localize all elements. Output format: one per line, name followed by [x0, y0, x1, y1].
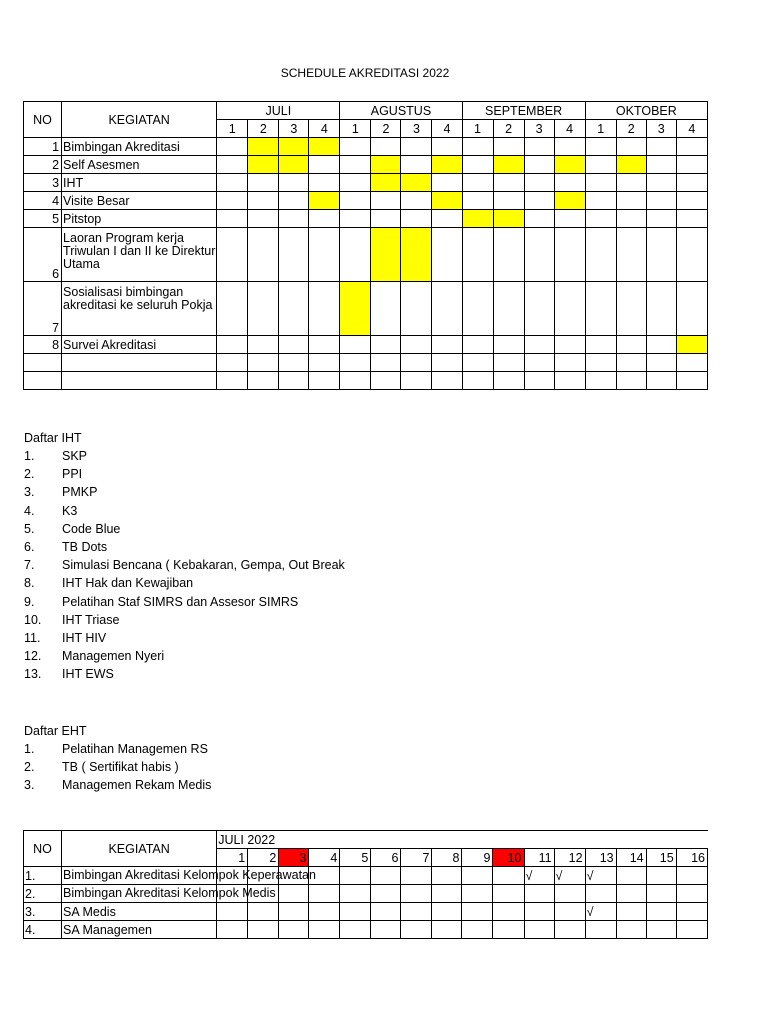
- week-header: 3: [524, 120, 554, 138]
- day-header: 5: [340, 849, 371, 867]
- document-title: SCHEDULE AKREDITASI 2022: [280, 66, 450, 80]
- list-item: [24, 665, 114, 683]
- day-header: 2: [248, 849, 279, 867]
- check-mark: √: [585, 903, 616, 921]
- list-text: IHT HIV: [62, 630, 107, 645]
- day-header: 7: [401, 849, 432, 867]
- week-header: 4: [432, 120, 462, 138]
- week-header: 1: [585, 120, 616, 138]
- list-text: PMKP: [62, 485, 98, 500]
- list-text: Simulasi Bencana ( Kebakaran, Gempa, Out Break: [62, 558, 345, 573]
- list-text: Pelatihan Staf SIMRS dan Assesor SIMRS: [62, 594, 299, 609]
- day-header: 15: [646, 849, 676, 867]
- row-activity: Self Asesmen: [62, 156, 217, 174]
- list-item: [24, 629, 107, 647]
- list-number: 3.: [24, 485, 35, 500]
- list-number: 7.: [24, 558, 35, 573]
- list-text: Managemen Nyeri: [62, 649, 165, 664]
- list-number: 5.: [24, 521, 35, 536]
- month-header: JULI: [217, 102, 340, 120]
- row-number: 2.: [24, 885, 62, 903]
- list-item: [24, 538, 108, 556]
- day-header: 16: [676, 849, 707, 867]
- check-mark: √: [585, 867, 616, 885]
- table-row: [24, 156, 708, 174]
- list-number: 4.: [24, 503, 35, 518]
- list-item: [24, 647, 165, 665]
- list-number: 2.: [24, 467, 35, 482]
- table-row: [24, 282, 708, 336]
- schedule-table: [23, 101, 708, 390]
- table-row: [24, 372, 708, 390]
- row-activity: [62, 885, 276, 903]
- table-row: [24, 228, 708, 282]
- list-item: [24, 483, 98, 501]
- table-row: [24, 210, 708, 228]
- list-text: TB Dots: [62, 539, 108, 554]
- row-number: 4: [24, 192, 62, 210]
- row-activity: SA Managemen: [62, 921, 217, 939]
- month-header: OKTOBER: [585, 102, 707, 120]
- table-row: [24, 867, 708, 885]
- list-item: [24, 502, 82, 520]
- no-header: NO: [24, 831, 62, 867]
- list-number: 1.: [24, 449, 35, 463]
- row-activity: IHT: [62, 174, 217, 192]
- month-header: SEPTEMBER: [462, 102, 585, 120]
- week-header: 3: [646, 120, 676, 138]
- day-header: 3: [279, 849, 309, 867]
- month-header: AGUSTUS: [340, 102, 462, 120]
- row-number: 2: [24, 156, 62, 174]
- list-item: [24, 574, 194, 592]
- list-text: TB ( Sertifikat habis ): [62, 760, 179, 775]
- month-header: JULI 2022: [217, 831, 708, 849]
- list-item: [24, 447, 88, 465]
- list-number: 9.: [24, 594, 35, 609]
- day-header: 4: [309, 849, 340, 867]
- list-text: K3: [62, 503, 78, 518]
- week-header: 1: [462, 120, 493, 138]
- list-item: [24, 740, 208, 758]
- table-row: [24, 174, 708, 192]
- list-text: Managemen Rekam Medis: [62, 778, 212, 793]
- row-number: 1: [24, 138, 62, 156]
- week-header: 2: [248, 120, 279, 138]
- day-header: 1: [217, 849, 248, 867]
- row-number: 6: [24, 228, 62, 282]
- week-header: 4: [309, 120, 340, 138]
- list-text: IHT Hak dan Kewajiban: [62, 576, 194, 591]
- day-header: 12: [554, 849, 585, 867]
- row-activity: Laoran Program kerja Triwulan I dan II ke Direktur Utama: [62, 228, 217, 282]
- kegiatan-header: KEGIATAN: [62, 102, 217, 138]
- iht-list: [24, 429, 345, 683]
- check-mark: √: [524, 867, 554, 885]
- week-header: 1: [217, 120, 248, 138]
- list-item: [24, 520, 121, 538]
- kegiatan-header: KEGIATAN: [62, 831, 217, 867]
- july-schedule-table: [23, 830, 708, 939]
- week-header: 2: [616, 120, 646, 138]
- row-activity: SA Medis: [62, 903, 217, 921]
- row-activity: Sosialisasi bimbingan akreditasi ke seluruh Pokja: [62, 282, 217, 336]
- week-header: 2: [371, 120, 401, 138]
- list-text: PPI: [62, 467, 83, 482]
- table-row: [24, 903, 708, 921]
- day-header: 6: [371, 849, 401, 867]
- week-header: 3: [401, 120, 432, 138]
- list-text: Code Blue: [62, 521, 121, 536]
- list-number: 13.: [24, 667, 42, 682]
- row-activity: Survei Akreditasi: [62, 336, 217, 354]
- day-header: 13: [585, 849, 616, 867]
- no-header: NO: [24, 102, 62, 138]
- row-activity: Pitstop: [62, 210, 217, 228]
- list-number: 10.: [24, 612, 42, 627]
- list-text: IHT EWS: [62, 667, 114, 682]
- row-number: 5: [24, 210, 62, 228]
- week-header: 2: [493, 120, 524, 138]
- list-number: 6.: [24, 539, 35, 554]
- list-item: [24, 593, 299, 611]
- list-item: [24, 556, 345, 574]
- row-number: 3.: [24, 903, 62, 921]
- table-row: [24, 885, 708, 903]
- row-activity: [62, 867, 316, 885]
- row-activity: Bimbingan Akreditasi: [62, 138, 217, 156]
- eht-list: [24, 722, 212, 795]
- week-header: 4: [554, 120, 585, 138]
- table-row: [24, 336, 708, 354]
- week-header: 1: [340, 120, 371, 138]
- week-header: 3: [279, 120, 309, 138]
- row-number: 1.: [24, 867, 62, 885]
- table-row: [24, 192, 708, 210]
- list-item: [24, 611, 120, 629]
- list-number: 3.: [24, 778, 35, 793]
- row-number: 7: [24, 282, 62, 336]
- list-text: SKP: [62, 449, 88, 463]
- row-activity: Visite Besar: [62, 192, 217, 210]
- list-number: 8.: [24, 576, 35, 591]
- table-row: [24, 354, 708, 372]
- eht-heading: Daftar EHT: [24, 724, 87, 738]
- row-number: 4.: [24, 921, 62, 939]
- week-header: 4: [676, 120, 707, 138]
- list-text: IHT Triase: [62, 612, 120, 627]
- iht-heading: Daftar IHT: [24, 431, 82, 445]
- day-header: 10: [493, 849, 524, 867]
- list-number: 12.: [24, 649, 42, 664]
- row-activity-label: Bimbingan Akreditasi Kelompok Medis: [63, 886, 276, 900]
- list-item: [24, 758, 179, 776]
- list-text: Pelatihan Managemen RS: [62, 742, 208, 756]
- list-number: 2.: [24, 760, 35, 775]
- check-mark: √: [554, 867, 585, 885]
- list-number: 11.: [24, 630, 41, 645]
- row-activity-label: Bimbingan Akreditasi Kelompok Keperawatan: [63, 868, 316, 882]
- list-number: 1.: [24, 742, 35, 756]
- table-row: [24, 921, 708, 939]
- day-header: 9: [462, 849, 493, 867]
- row-number: 8: [24, 336, 62, 354]
- day-header: 14: [616, 849, 646, 867]
- list-item: [24, 465, 82, 483]
- table-row: [24, 138, 708, 156]
- row-number: 3: [24, 174, 62, 192]
- day-header: 8: [432, 849, 462, 867]
- list-item: [24, 776, 212, 794]
- day-header: 11: [524, 849, 554, 867]
